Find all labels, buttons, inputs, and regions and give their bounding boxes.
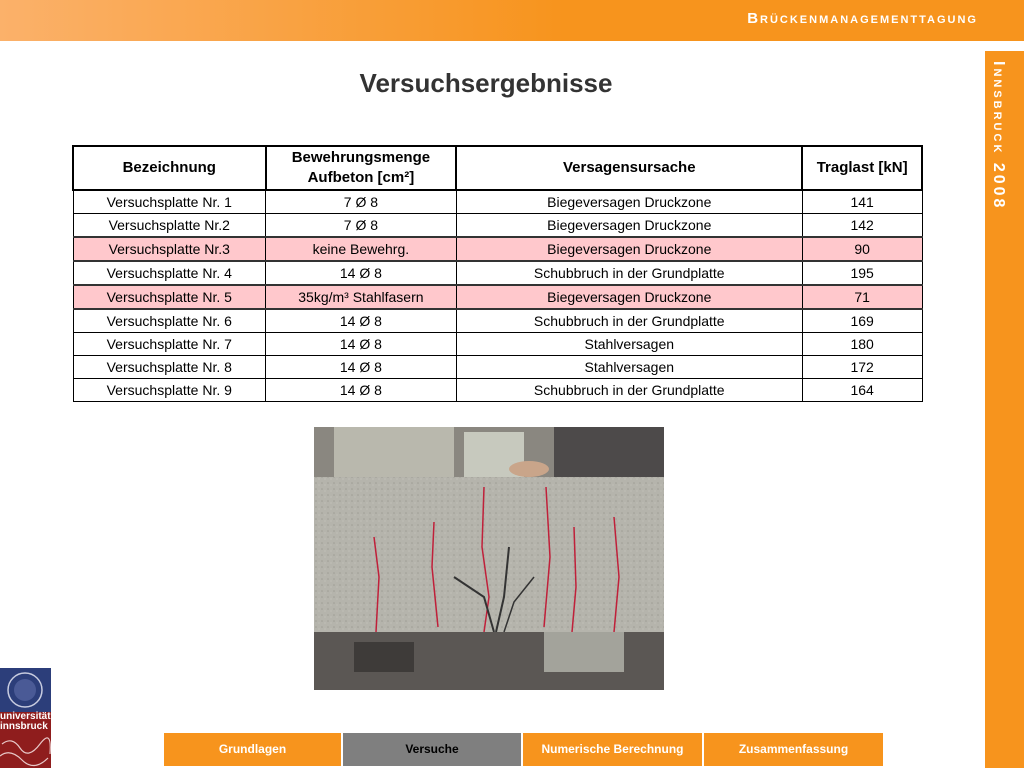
logo-line1: universität bbox=[0, 711, 51, 722]
cell-failure: Biegeversagen Druckzone bbox=[456, 285, 802, 309]
table-row bbox=[73, 190, 922, 214]
cell-load: 169 bbox=[802, 309, 922, 333]
cell-load: 141 bbox=[802, 190, 922, 214]
cell-failure: Stahlversagen bbox=[456, 356, 802, 379]
cell-name: Versuchsplatte Nr. 1 bbox=[73, 190, 266, 214]
cell-name: Versuchsplatte Nr. 6 bbox=[73, 309, 266, 333]
sidebar-strip bbox=[985, 51, 1024, 768]
university-logo bbox=[0, 668, 51, 768]
cell-failure: Stahlversagen bbox=[456, 333, 802, 356]
cell-failure: Biegeversagen Druckzone bbox=[456, 190, 802, 214]
cell-load: 71 bbox=[802, 285, 922, 309]
cell-name: Versuchsplatte Nr. 8 bbox=[73, 356, 266, 379]
bottom-navigation bbox=[164, 733, 885, 766]
column-header: Versagensursache bbox=[456, 146, 802, 190]
nav-tab-versuche[interactable]: Versuche bbox=[343, 733, 521, 766]
cell-name: Versuchsplatte Nr. 9 bbox=[73, 379, 266, 402]
table-row bbox=[73, 379, 922, 402]
cell-load: 164 bbox=[802, 379, 922, 402]
cell-load: 172 bbox=[802, 356, 922, 379]
cell-reinforcement: 14 Ø 8 bbox=[266, 309, 457, 333]
cell-failure: Biegeversagen Druckzone bbox=[456, 237, 802, 261]
column-header: Traglast [kN] bbox=[802, 146, 922, 190]
cell-reinforcement: 14 Ø 8 bbox=[266, 333, 457, 356]
logo-line2: innsbruck bbox=[0, 721, 48, 732]
cell-failure: Schubbruch in der Grundplatte bbox=[456, 261, 802, 285]
cell-name: Versuchsplatte Nr.2 bbox=[73, 214, 266, 238]
header-title: Brückenmanagementtagung bbox=[747, 10, 978, 27]
cell-failure: Schubbruch in der Grundplatte bbox=[456, 309, 802, 333]
cell-reinforcement: keine Bewehrg. bbox=[266, 237, 457, 261]
table-row-highlighted bbox=[73, 285, 922, 309]
cell-reinforcement: 7 Ø 8 bbox=[266, 190, 457, 214]
cell-name: Versuchsplatte Nr.3 bbox=[73, 237, 266, 261]
university-seal-icon bbox=[0, 668, 51, 712]
header-bar bbox=[0, 0, 1024, 41]
nav-tab-grundlagen[interactable]: Grundlagen bbox=[164, 733, 341, 766]
nav-tab-numerische-berechnung[interactable]: Numerische Berechnung bbox=[523, 733, 702, 766]
cell-load: 195 bbox=[802, 261, 922, 285]
cell-name: Versuchsplatte Nr. 4 bbox=[73, 261, 266, 285]
cell-load: 142 bbox=[802, 214, 922, 238]
cell-reinforcement: 35kg/m³ Stahlfasern bbox=[266, 285, 457, 309]
cell-name: Versuchsplatte Nr. 5 bbox=[73, 285, 266, 309]
page-title: Versuchsergebnisse bbox=[359, 68, 613, 98]
table-row bbox=[73, 309, 922, 333]
cell-reinforcement: 14 Ø 8 bbox=[266, 379, 457, 402]
sidebar-text: Innsbruck 2008 bbox=[990, 61, 1007, 211]
test-specimen-photo bbox=[314, 427, 664, 690]
table-header-row bbox=[73, 146, 922, 190]
nav-tab-zusammenfassung[interactable]: Zusammenfassung bbox=[704, 733, 883, 766]
column-header: Bezeichnung bbox=[73, 146, 266, 190]
decorative-pattern-icon bbox=[0, 734, 51, 768]
cell-reinforcement: 14 Ø 8 bbox=[266, 261, 457, 285]
cell-load: 180 bbox=[802, 333, 922, 356]
cell-failure: Biegeversagen Druckzone bbox=[456, 214, 802, 238]
table-row bbox=[73, 356, 922, 379]
cell-failure: Schubbruch in der Grundplatte bbox=[456, 379, 802, 402]
cell-name: Versuchsplatte Nr. 7 bbox=[73, 333, 266, 356]
column-header: Bewehrungsmenge Aufbeton [cm²] bbox=[266, 146, 457, 190]
cell-reinforcement: 14 Ø 8 bbox=[266, 356, 457, 379]
cell-reinforcement: 7 Ø 8 bbox=[266, 214, 457, 238]
table-row bbox=[73, 261, 922, 285]
table-row-highlighted bbox=[73, 237, 922, 261]
table-row bbox=[73, 214, 922, 238]
cell-load: 90 bbox=[802, 237, 922, 261]
results-table bbox=[72, 145, 923, 402]
table-row bbox=[73, 333, 922, 356]
